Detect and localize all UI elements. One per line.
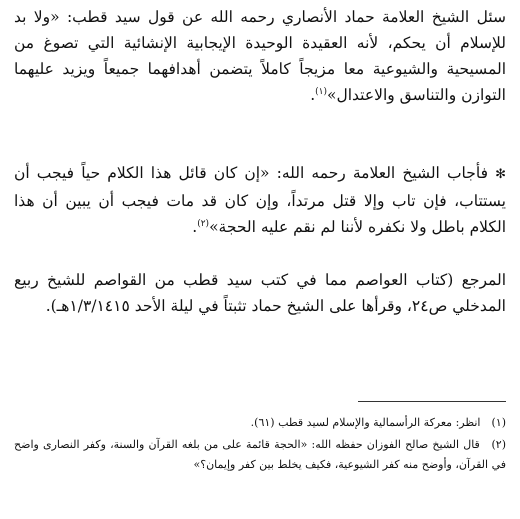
paragraph-question-text: سئل الشيخ العلامة حماد الأنصاري رحمه الله عن قول سيد قطب: «ولا بد للإسلام أن يحكم، لأنه العقيدة الوحيدة الإيجابية الإنشائية التي تصوغ من المسيحية والشيوعية معا مزيجاً كاملاً يتضمن أهدافهما جميعاً ويزيد عليهما التوازن والتناسق والاعتدال» (14, 8, 506, 104)
footnote-2 (14, 435, 506, 475)
footnote-ref-1[interactable]: (١) (315, 86, 327, 97)
paragraph-question: سئل الشيخ العلامة حماد الأنصاري رحمه الله عن قول سيد قطب: «ولا بد للإسلام أن يحكم، لأنه العقيدة الوحيدة الإيجابية الإنشائية التي تصوغ من المسيحية والشيوعية معا مزيجاً كاملاً يتضمن أهدافهما جميعاً ويزيد عليهما التوازن والتناسق والاعتدال»$^{(١)}$. (14, 8, 506, 104)
footnote-1-number: (١) (491, 416, 506, 429)
asterisk-marker-icon: ✻ (495, 167, 506, 182)
footnote-2-number: (٢) (491, 438, 507, 451)
footnote-1-text: انظر: معركة الرأسمالية والإسلام لسيد قطب (٦١). (250, 416, 481, 429)
footnote-ref-2[interactable]: (٢) (197, 218, 210, 229)
paragraph-reference: المرجع (كتاب العواصم مما في كتب سيد قطب من القواصم للشيخ ربيع المدخلي ص٢٤، وقرأها على الشيخ حماد تثبتاً في ليلة الأحد ١/٣/١٤١٥هـ). (14, 271, 506, 315)
footnote-divider (358, 401, 506, 402)
footnote-1 (14, 413, 506, 433)
footnote-2-text: قال الشيخ صالح الفوزان حفظه الله: «الحجة قائمة على من بلغه القرآن والسنة، وكفر النصارى واضح في القرآن، وأوضح منه كفر الشيوعية، فكيف يخلط بين كفر وإيمان؟» (14, 438, 506, 471)
paragraph-answer-text: فأجاب الشيخ العلامة رحمه الله: «إن كان قائل هذا الكلام حياً فيجب أن يستتاب، فإن تاب وإلا قتل مرتداً، وإن كان قد مات فيجب أن يبين أن هذا الكلام باطل ولا نكفره لأننا لم نقم عليه الحجة» (14, 164, 506, 236)
paragraph-answer: ✻ فأجاب الشيخ العلامة رحمه الله: «إن كان قائل هذا الكلام حياً فيجب أن يستتاب، فإن تاب وإلا قتل مرتداً، وإن كان قد مات فيجب أن يبين أن هذا الكلام باطل ولا نكفره لأننا لم نقم عليه الحجة»$^{(٢)}$. (14, 164, 506, 236)
